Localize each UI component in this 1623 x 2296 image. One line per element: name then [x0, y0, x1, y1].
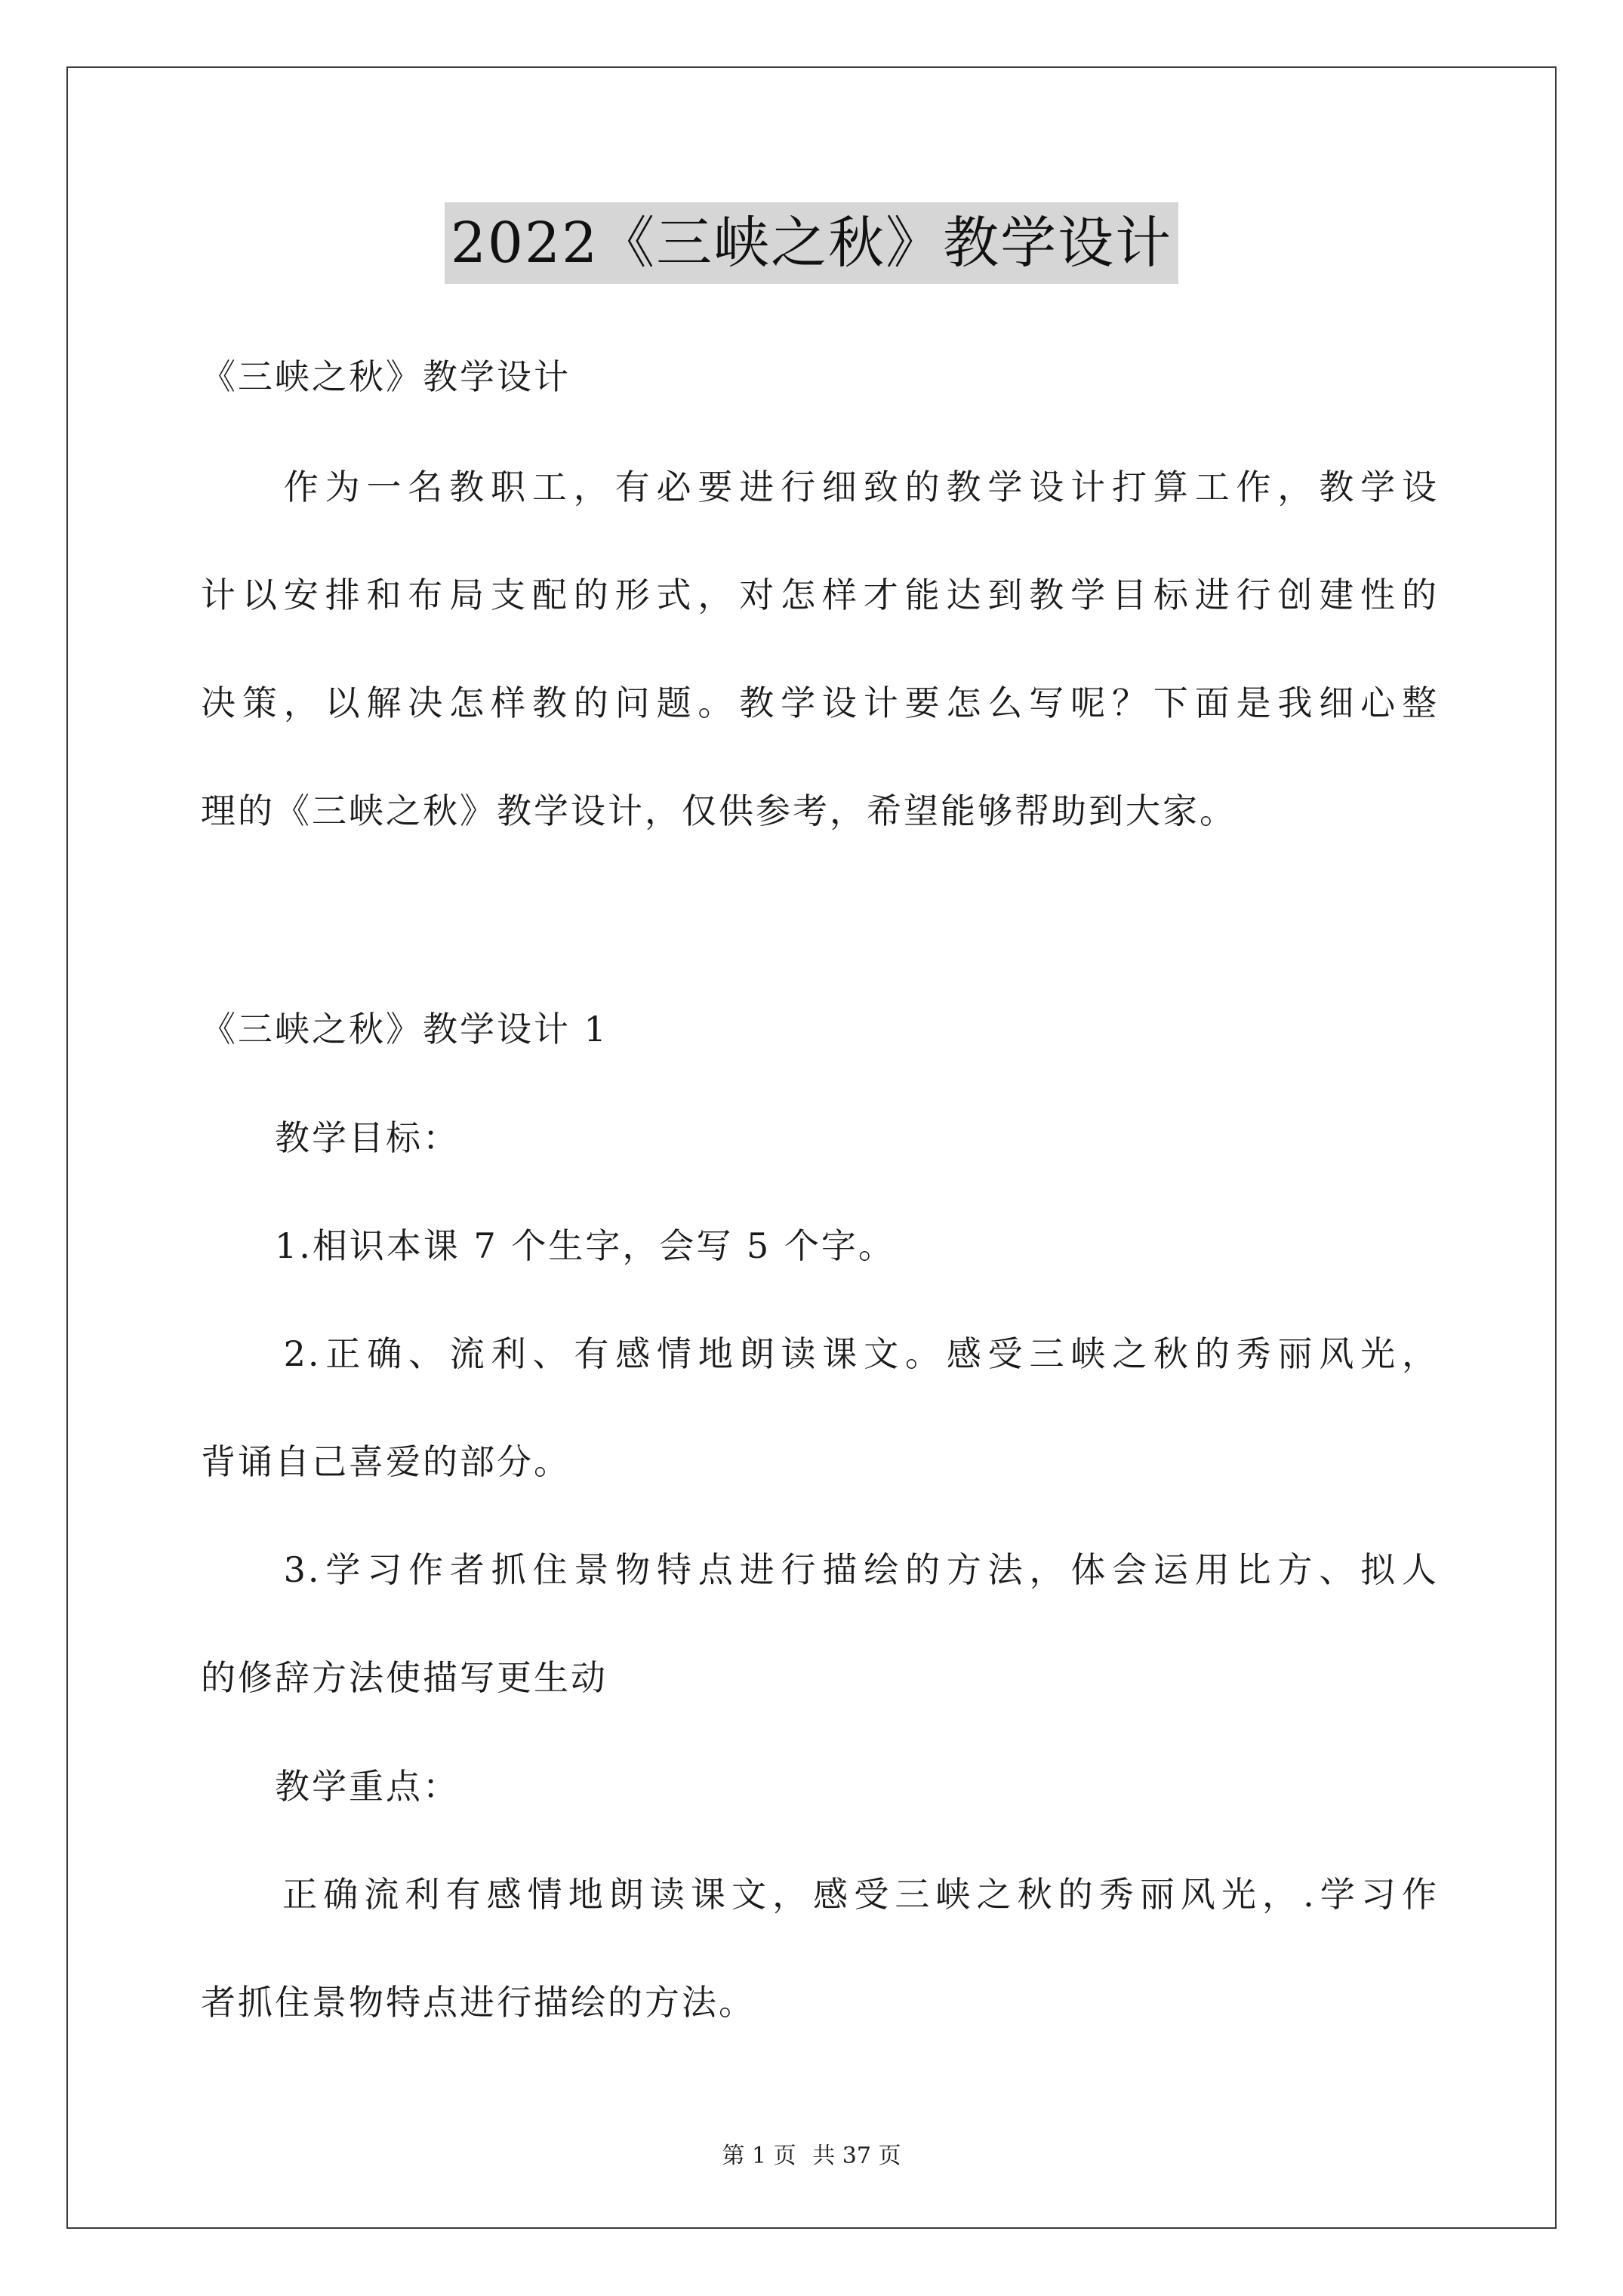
page-current: 第 1 页 [722, 2143, 796, 2169]
objective-item-continued: 的修辞方法使描写更生动 [201, 1657, 608, 1698]
section-heading: 《三峡之秋》教学设计 1 [201, 1009, 608, 1049]
paragraph-line: 计以安排和布局支配的形式，对怎样才能达到教学目标进行创建性的 [201, 575, 1439, 615]
objective-item: 1.相识本课 7 个生字，会写 5 个字。 [201, 1225, 895, 1266]
document-title: 2022《三峡之秋》教学设计 [445, 202, 1178, 284]
subheading-key-points: 教学重点： [201, 1766, 460, 1807]
objective-item-continued: 背诵自己喜爱的部分。 [201, 1441, 571, 1482]
objective-item: 2.正确、流利、有感情地朗读课文。感受三峡之秋的秀丽风光， [201, 1333, 1439, 1374]
objective-item: 3.学习作者抓住景物特点进行描绘的方法，体会运用比方、拟人 [201, 1549, 1439, 1590]
key-point-line-continued: 者抓住景物特点进行描绘的方法。 [201, 1982, 756, 2023]
paragraph-line: 决策，以解决怎样教的问题。教学设计要怎么写呢？下面是我细心整 [201, 683, 1439, 723]
paragraph-line: 作为一名教职工，有必要进行细致的教学设计打算工作，教学设 [201, 467, 1439, 507]
page-footer [0, 2141, 1623, 2171]
key-point-line: 正确流利有感情地朗读课文，感受三峡之秋的秀丽风光，.学习作 [201, 1874, 1439, 1915]
paragraph-line: 理的《三峡之秋》教学设计，仅供参考，希望能够帮助到大家。 [201, 791, 1236, 831]
page-total: 共 37 页 [812, 2143, 901, 2169]
subtitle-line: 《三峡之秋》教学设计 [201, 356, 571, 397]
title-container [0, 202, 1623, 284]
subheading-objectives: 教学目标： [201, 1117, 460, 1158]
